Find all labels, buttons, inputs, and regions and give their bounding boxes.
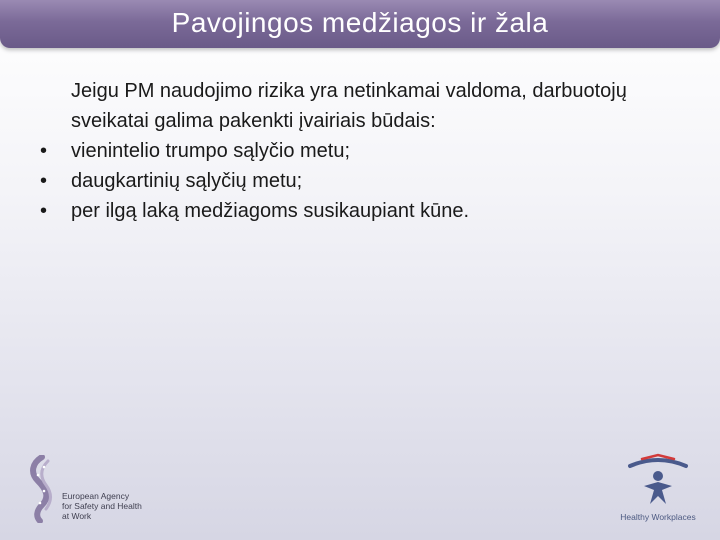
bullet-text: per ilgą laką medžiagoms susikaupiant kūne. — [71, 200, 469, 222]
bullet-text: vienintelio trumpo sąlyčio metu; — [71, 140, 351, 162]
healthy-workplaces-label: Healthy Workplaces — [620, 512, 696, 522]
intro-paragraph: Jeigu PM naudojimo rizika yra netinkamai valdoma, darbuotojų sveikatai galima pakenkti įvairiais būdais: — [71, 80, 627, 132]
bullet-item — [40, 196, 700, 226]
eu-osha-emblem-icon — [24, 455, 60, 523]
agency-name — [62, 491, 142, 521]
bullet-item — [40, 136, 700, 166]
bullet-marker: • — [40, 170, 48, 192]
slide-content — [40, 76, 700, 226]
healthy-workplaces-emblem-icon — [616, 452, 700, 512]
agency-line: for Safety and Health — [62, 501, 142, 511]
bullet-item — [40, 166, 700, 196]
title-bar — [0, 0, 720, 48]
bullet-marker: • — [40, 200, 48, 222]
agency-line: European Agency — [62, 491, 130, 501]
eu-osha-logo — [24, 455, 164, 525]
bullet-marker: • — [40, 140, 48, 162]
healthy-workplaces-logo — [616, 452, 700, 530]
bullet-text: daugkartinių sąlyčių metu; — [71, 170, 303, 192]
slide-title: Pavojingos medžiagos ir žala — [171, 7, 549, 38]
agency-line: at Work — [62, 511, 92, 521]
